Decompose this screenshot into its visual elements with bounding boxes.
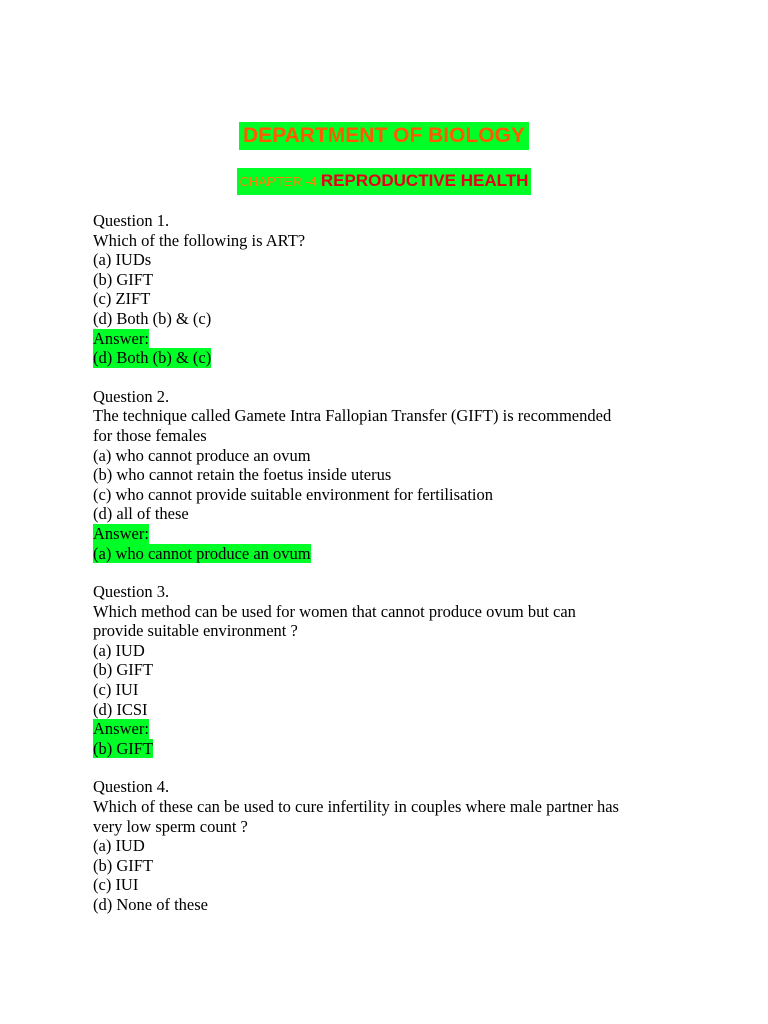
question-heading <box>93 387 713 407</box>
answer-option <box>93 270 713 290</box>
answer-option <box>93 641 713 661</box>
chapter-title-row <box>0 168 768 195</box>
question-heading-text: Question 4. <box>93 777 170 797</box>
department-title: DEPARTMENT OF BIOLOGY <box>239 122 529 150</box>
question-text-text: provide suitable environment ? <box>93 621 298 641</box>
question-heading <box>93 211 713 231</box>
question-block <box>93 582 713 758</box>
answer-label-text: Answer: <box>93 523 149 543</box>
answer-option <box>93 289 713 309</box>
answer-option-text: (d) Both (b) & (c) <box>93 308 212 328</box>
answer-option-text: (b) GIFT <box>93 269 154 289</box>
answer-option-text: (b) GIFT <box>93 660 154 680</box>
question-block <box>93 777 713 914</box>
answer-option <box>93 856 713 876</box>
question-text-text: Which of the following is ART? <box>93 230 306 250</box>
answer-label <box>93 524 713 544</box>
question-text-text: Which method can be used for women that cannot produce ovum but can <box>93 601 576 621</box>
question-text-text: Which of these can be used to cure infertility in couples where male partner has <box>93 797 619 817</box>
answer-option-text: (c) IUI <box>93 680 139 700</box>
question-text <box>93 797 713 817</box>
question-text <box>93 602 713 622</box>
answer-option <box>93 660 713 680</box>
question-text <box>93 817 713 837</box>
answer-option <box>93 895 713 915</box>
answer-option <box>93 700 713 720</box>
question-block <box>93 387 713 563</box>
answer-option <box>93 309 713 329</box>
answer-option <box>93 250 713 270</box>
question-text <box>93 621 713 641</box>
answer-label-text: Answer: <box>93 328 149 348</box>
correct-answer <box>93 739 713 759</box>
question-block <box>93 211 713 368</box>
chapter-number: CHAPTER -4 <box>239 174 317 189</box>
question-text <box>93 426 713 446</box>
answer-option <box>93 465 713 485</box>
correct-answer-text: (a) who cannot produce an ovum <box>93 543 311 563</box>
question-text <box>93 231 713 251</box>
answer-option-text: (d) None of these <box>93 895 209 914</box>
answer-option-text: (a) IUDs <box>93 250 152 270</box>
question-heading-text: Question 1. <box>93 211 170 230</box>
answer-label <box>93 329 713 349</box>
correct-answer <box>93 348 713 368</box>
correct-answer-text: (d) Both (b) & (c) <box>93 348 212 368</box>
answer-option-text: (b) GIFT <box>93 855 154 875</box>
answer-option-text: (c) who cannot provide suitable environment for fertilisation <box>93 484 494 504</box>
question-text-text: The technique called Gamete Intra Fallopian Transfer (GIFT) is recommended <box>93 406 612 426</box>
answer-option <box>93 485 713 505</box>
question-list <box>93 211 713 934</box>
answer-option-text: (a) IUD <box>93 640 145 660</box>
answer-option-text: (a) IUD <box>93 836 145 856</box>
answer-option-text: (d) ICSI <box>93 699 148 719</box>
answer-option-text: (b) who cannot retain the foetus inside uterus <box>93 465 392 485</box>
answer-option-text: (a) who cannot produce an ovum <box>93 445 311 465</box>
answer-option <box>93 446 713 466</box>
question-heading-text: Question 2. <box>93 386 170 406</box>
question-text-text: for those females <box>93 425 207 445</box>
answer-option <box>93 680 713 700</box>
answer-label <box>93 719 713 739</box>
chapter-title-box <box>237 168 532 195</box>
department-title-row <box>0 122 768 150</box>
answer-option-text: (c) IUI <box>93 875 139 895</box>
answer-option <box>93 875 713 895</box>
answer-label-text: Answer: <box>93 719 149 739</box>
chapter-name: REPRODUCTIVE HEALTH <box>320 171 529 190</box>
question-text <box>93 406 713 426</box>
answer-option <box>93 836 713 856</box>
question-heading-text: Question 3. <box>93 582 170 602</box>
question-heading <box>93 582 713 602</box>
correct-answer <box>93 544 713 564</box>
correct-answer-text: (b) GIFT <box>93 738 154 758</box>
answer-option-text: (d) all of these <box>93 504 189 524</box>
question-text-text: very low sperm count ? <box>93 816 248 836</box>
question-heading <box>93 777 713 797</box>
answer-option-text: (c) ZIFT <box>93 289 151 309</box>
answer-option <box>93 504 713 524</box>
